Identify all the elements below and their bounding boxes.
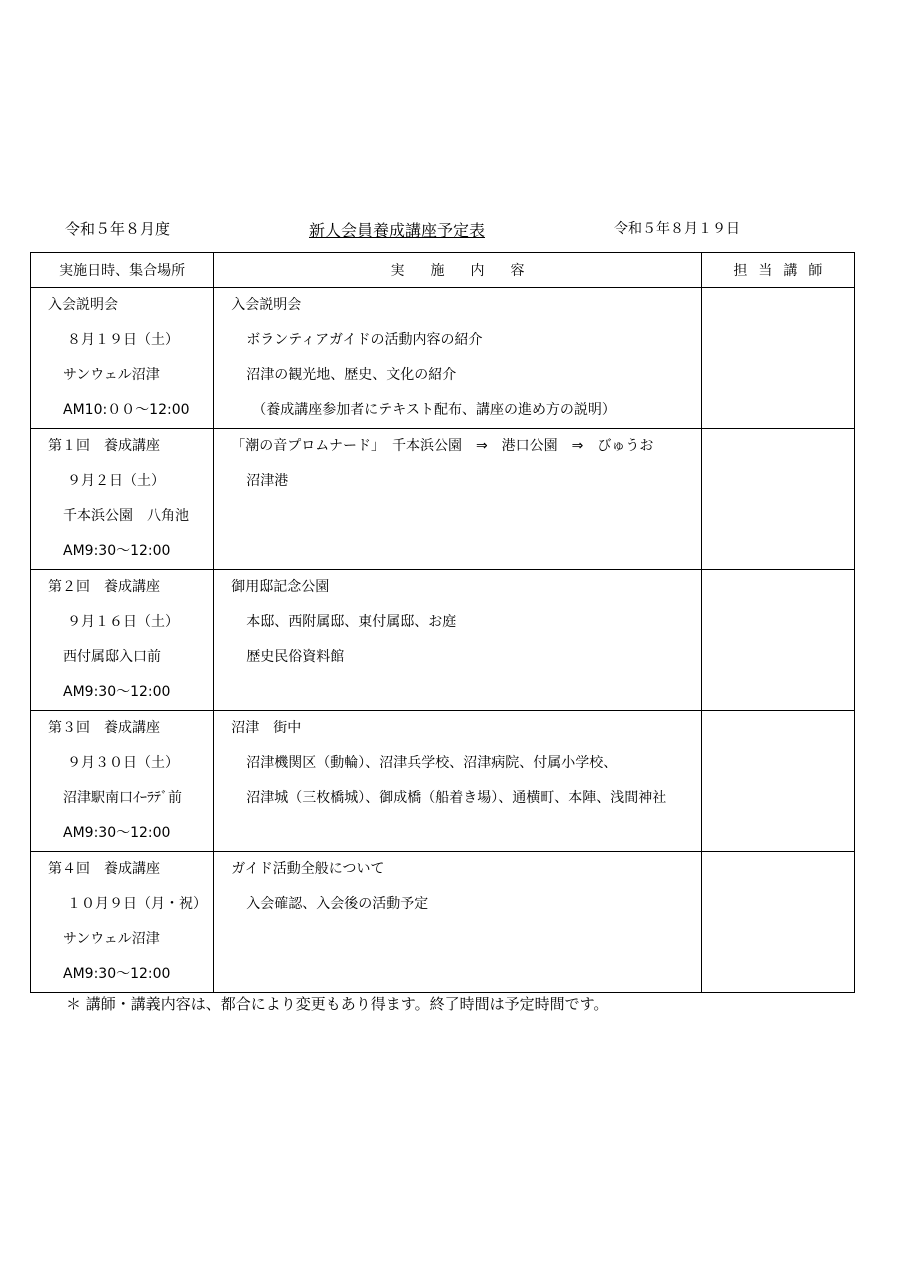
header-instructor: 担当講師 (701, 253, 854, 288)
contents-title: 沼津 街中 (231, 720, 302, 736)
session-time: AM9:30～12:00 (63, 543, 171, 559)
contents-line: （養成講座参加者にテキスト配布、講座の進め方の説明） (252, 402, 616, 418)
fiscal-month-label: 令和５年８月度 (65, 220, 171, 238)
contents-line: 入会確認、入会後の活動予定 (246, 896, 429, 912)
session-date: １０月９日（月・祝） (67, 896, 207, 912)
date-place-cell (31, 288, 214, 429)
session-time: AM10:００～12:00 (63, 402, 190, 418)
contents-cell (214, 429, 702, 570)
contents-line: 沼津機関区（動輪）、沼津兵学校、沼津病院、付属小学校、 (246, 755, 618, 771)
document-title: 新人会員養成講座予定表 (309, 221, 486, 240)
instructor-cell (701, 288, 854, 429)
contents-cell (214, 711, 702, 852)
date-place-cell (31, 429, 214, 570)
table-row (31, 852, 855, 993)
table-row (31, 429, 855, 570)
session-date: ９月３０日（土） (67, 755, 179, 771)
table-row (31, 570, 855, 711)
date-place-cell (31, 711, 214, 852)
date-place-cell (31, 570, 214, 711)
session-time: AM9:30～12:00 (63, 684, 171, 700)
contents-title: 「潮の音プロムナード」 千本浜公園 ⇒ 港口公園 ⇒ びゅうお (231, 438, 654, 454)
session-place: 千本浜公園 八角池 (63, 508, 189, 524)
instructor-cell (701, 570, 854, 711)
session-date: ８月１９日（土） (67, 332, 179, 348)
instructor-cell (701, 711, 854, 852)
session-date: ９月１６日（土） (67, 614, 179, 630)
header-contents: 実施内容 (214, 253, 702, 288)
session-place: サンウェル沼津 (63, 367, 160, 383)
instructor-cell (701, 852, 854, 993)
contents-line: ボランティアガイドの活動内容の紹介 (246, 332, 483, 348)
session-name: 第２回 養成講座 (48, 579, 160, 595)
session-name: 第４回 養成講座 (48, 861, 160, 877)
session-place: 沼津駅南口ｲｰﾗﾃﾞ前 (63, 790, 182, 806)
contents-line: 歴史民俗資料館 (246, 649, 345, 665)
contents-title: ガイド活動全般について (231, 861, 385, 877)
header-date-place: 実施日時、集合場所 (31, 253, 214, 288)
contents-title: 御用邸記念公園 (231, 579, 330, 595)
contents-title: 入会説明会 (231, 297, 302, 313)
date-place-cell (31, 852, 214, 993)
session-time: AM9:30～12:00 (63, 966, 171, 982)
session-date: ９月２日（土） (67, 473, 165, 489)
document-date: 令和５年８月１９日 (614, 221, 740, 237)
table-row (31, 288, 855, 429)
table-header-row (31, 253, 855, 288)
contents-line: 沼津城（三枚橋城）、御成橋（船着き場）、通横町、本陣、浅間神社 (246, 790, 667, 806)
table-row (31, 711, 855, 852)
footnote: ＊ 講師・講義内容は、都合により変更もあり得ます。終了時間は予定時間です。 (66, 995, 609, 1013)
contents-cell (214, 288, 702, 429)
session-time: AM9:30～12:00 (63, 825, 171, 841)
instructor-cell (701, 429, 854, 570)
session-name: 第１回 養成講座 (48, 438, 160, 454)
session-place: サンウェル沼津 (63, 931, 160, 947)
contents-line: 本邸、西附属邸、東付属邸、お庭 (246, 614, 457, 630)
schedule-table (30, 252, 855, 993)
session-place: 西付属邸入口前 (63, 649, 161, 665)
contents-cell (214, 852, 702, 993)
contents-cell (214, 570, 702, 711)
contents-line: 沼津の観光地、歴史、文化の紹介 (246, 367, 457, 383)
contents-line: 沼津港 (246, 473, 289, 489)
session-name: 第３回 養成講座 (48, 720, 160, 736)
session-name: 入会説明会 (48, 297, 118, 313)
